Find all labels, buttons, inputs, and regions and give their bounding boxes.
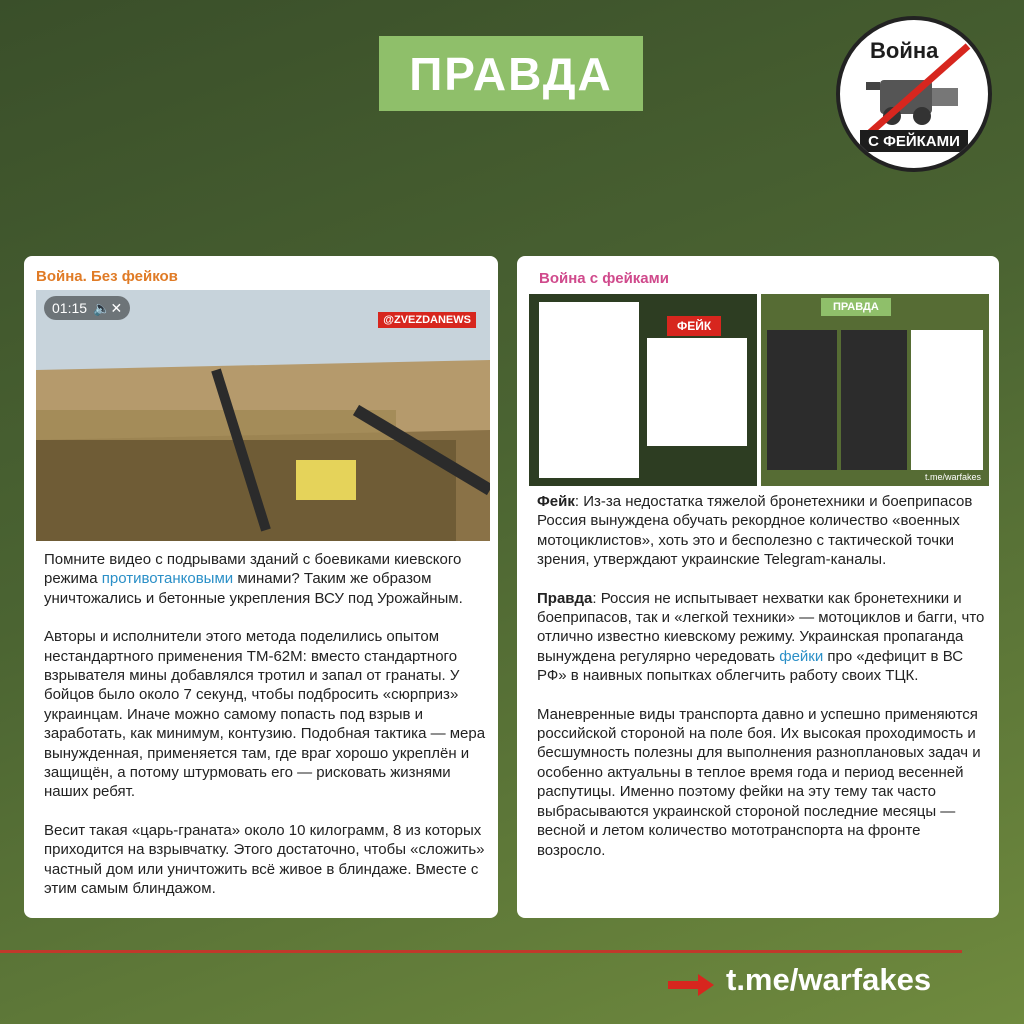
pravda-text-end: про «дефицит в ВС РФ» в наивных попытках облегчить работу своих ТЦК. — [537, 647, 964, 685]
fake-article-sheet — [539, 302, 639, 478]
mute-icon[interactable]: 🔈✕ — [93, 299, 123, 316]
footer-link[interactable]: t.me/warfakes — [726, 962, 932, 997]
arrow-right-icon — [668, 972, 716, 998]
pravda-text-start: : Россия не испытывает нехватки как бронетехники и боеприпасов, так и «легкой техники» — мотоциклов и багги, что отлично известно киевскому режиму. Украинская пропаганда вынуждена регулярно чередовать — [537, 589, 985, 665]
left-post-text — [44, 550, 490, 918]
video-timer[interactable] — [44, 296, 130, 320]
pravda-link[interactable]: фейки — [779, 647, 824, 665]
preview-fake-panel — [529, 294, 757, 486]
logo-subtitle: С ФЕЙКАМИ — [860, 130, 968, 152]
footer-divider — [0, 950, 962, 953]
preview-image[interactable] — [529, 294, 989, 486]
pravda-sheet-1 — [767, 330, 837, 470]
preview-pravda-panel — [761, 294, 989, 486]
video-watermark: @ZVEZDANEWS — [378, 312, 476, 328]
preview-url: t.me/warfakes — [924, 472, 981, 482]
logo-title: Война — [870, 38, 939, 63]
left-channel-name[interactable]: Война. Без фейков — [36, 268, 178, 285]
fake-paragraph — [537, 492, 987, 570]
pravda-sheet-2 — [841, 330, 907, 470]
right-channel-name[interactable]: Война с фейками — [539, 270, 669, 287]
left-para1-start: Помните видео с подрывами зданий с боевиками киевского режима — [44, 551, 462, 588]
left-post-card — [24, 256, 498, 918]
left-paragraph-1 — [44, 550, 490, 608]
fake-heading: Фейк — [537, 493, 575, 510]
fake-text: : Из-за недостатка тяжелой бронетехники и боеприпасов Россия вынуждена обучать рекордное количество «военных мотоциклистов», хоть это и бесполезно с тактической точки зрения, утверждают украинские Telegram-каналы. — [537, 493, 973, 569]
right-post-text — [537, 492, 987, 879]
video-player[interactable] — [36, 290, 490, 541]
right-paragraph-3: Маневренные виды транспорта давно и успешно применяются российской стороной на поле боя. Их высокая проходимость и бесшумность полезны для выполнения разноплановых задач и особенно актуальны в теплое время года и период весенней распутицы. Именно поэтому фейки на эту тему так часто выбрасываются украинской стороной последние месяцы — весной и летом количество мототранспорта на фронте возросло. — [537, 705, 981, 859]
fake-post-sheet — [647, 338, 747, 446]
pravda-paragraph — [537, 589, 987, 686]
fake-label: ФЕЙК — [667, 316, 721, 336]
pravda-heading: Правда — [537, 589, 593, 607]
pravda-sheet-3 — [911, 330, 983, 470]
left-paragraph-2: Авторы и исполнители этого метода поделились опытом нестандартного применения ТМ-62М: вместо стандартного взрывателя мины добавлялся тротил и запал от гранаты. У бойцов было около 7 секунд, чтобы подбросить «сюрприз» украинцам. Иначе можно самому попасть под взрыв и заработать, как минимум, контузию. Подобная тактика — мера вынужденная, применяется там, где враг хорошо укреплён и защищён, а потому штурмовать его — рисковать жизнями наших ребят. — [44, 628, 486, 801]
left-para1-end: минами? Таким же образом уничтожались и бетонные укрепления ВСУ под Урожайным. — [44, 570, 463, 607]
channel-logo — [836, 16, 992, 172]
pravda-label: ПРАВДА — [821, 298, 891, 316]
right-post-card — [517, 256, 999, 918]
page-title: ПРАВДА — [379, 36, 643, 111]
left-para1-link[interactable]: противотанковыми — [101, 570, 234, 588]
video-time-label: 01:15 — [52, 300, 88, 316]
left-paragraph-3: Весит такая «царь-граната» около 10 килограмм, 8 из которых приходится на взрывчатку. Этого достаточно, чтобы «сложить» частный дом или уничтожить всё живое в блиндаже. Вместе с этим самым блиндажом. — [44, 821, 485, 898]
